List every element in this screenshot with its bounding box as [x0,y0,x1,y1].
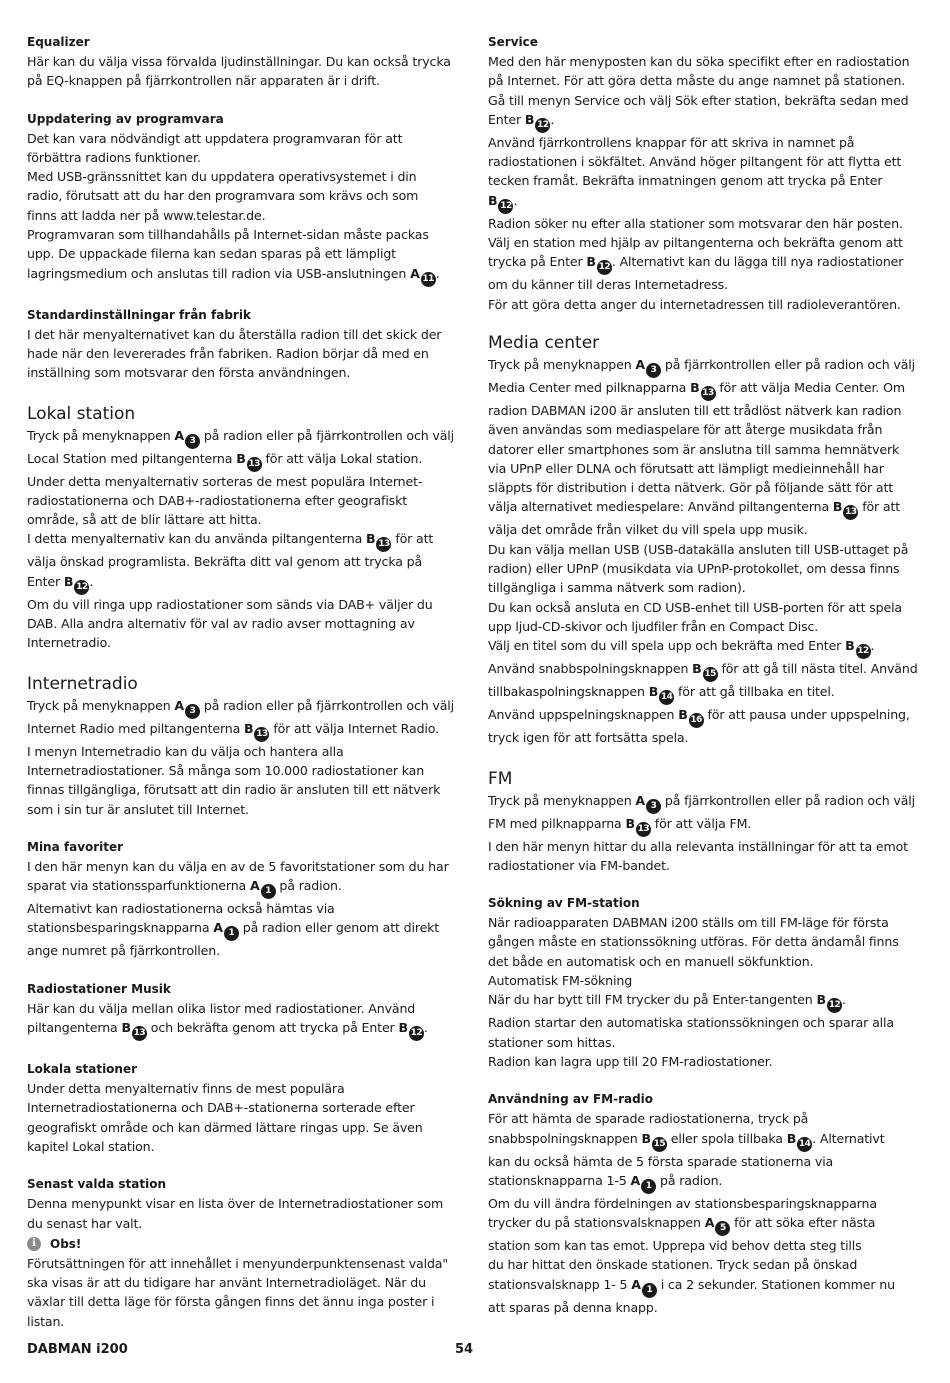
fm-search-line: Radion startar den automatiska stationssökningen och sparar alla [488,1015,894,1031]
update-line [27,264,455,287]
local-line [27,449,455,472]
ref-letter: B [586,254,596,270]
text: för att [391,531,434,547]
media-line [488,705,918,728]
text: på radion eller på fjärrkontrollen och välj [200,697,454,713]
obs-note [27,1235,455,1254]
text: på fjärrkontrollen eller på radion och välj [661,356,915,372]
text: piltangenterna [27,1020,122,1036]
text: på radion eller genom att direkt [238,920,440,936]
text: i ca 2 sekunder. Stationen kommer nu [656,1276,895,1292]
favorites-heading: Mina favoriter [27,839,124,854]
ref-letter: B [398,1020,408,1036]
number-badge: 1 [642,1283,657,1298]
section-fm-search [488,894,918,1071]
service-line: Använd fjärrkontrollens knappar för att skriva in namnet på [488,134,855,150]
favorites-line: ange numret på fjärrkontrollen. [27,943,220,959]
section-fm-use [488,1090,918,1317]
number-badge: 12 [409,1026,424,1041]
ref-letter: A [635,356,646,372]
ref-letter: A [631,1276,641,1292]
text: eller spola tillbaka [666,1130,787,1146]
section-media-center [488,332,918,748]
fm-line [488,791,918,814]
media-line: tryck igen för att fortsätta spela. [488,730,689,746]
favorites-line: Alternativt kan radiostationerna också hämtas via [27,901,335,917]
text: på radion. [656,1172,723,1188]
text: trycker du på stationsvalsknappen [488,1215,705,1231]
local-line: Om du vill ringa upp radiostationer som sänds via DAB+ väljer du [27,596,433,612]
update-heading: Uppdatering av programvara [27,111,224,126]
fm-search-line [488,990,918,1013]
section-local-station [27,403,455,653]
recent-line: du senast har valt. [27,1215,143,1231]
section-favorites [27,838,455,961]
fm-use-line [488,1275,918,1298]
text: för att söka efter nästa [730,1215,876,1231]
local-line: Internetradio. [27,635,111,651]
local-line [27,426,455,449]
music-line [27,1018,455,1041]
ref-letter: B [366,531,376,547]
text: snabbspolningsknappen [488,1130,642,1146]
ref-letter: B [786,1130,797,1146]
text: på radion. [275,878,342,894]
text: tillbakaspolningsknappen [488,684,649,700]
fm-use-line: För att hämta de sparade radiostationerna, tryck på [488,1111,809,1127]
fm-use-line: station som kan tas emot. Upprepa vid behov detta steg tills [488,1238,862,1254]
ref-letter: B [121,1020,131,1036]
ref-letter: A [174,427,185,443]
update-line: Det kan vara nödvändigt att uppdatera programvaran för att [27,130,403,146]
number-badge: 15 [652,1137,667,1152]
media-line: via UPnP eller DLNA och förutsatt att lämpligt medieinnehåll har [488,460,884,476]
ref-letter: A [630,1172,641,1188]
number-badge: 13 [132,1026,147,1041]
ref-letter: B [648,684,659,700]
internet-line: Internetradiostationer. Så många som 10.000 radiostationer kan [27,762,425,778]
footer-product: DABMAN i200 [27,1342,128,1357]
text: välja alternativet mediespelare: Använd piltangenterna [488,499,833,515]
service-line: För att göra detta anger du internetadressen till radioleverantören. [488,296,901,312]
section-internetradio [27,673,455,819]
media-line: välja det område från vilket du vill spela upp musik. [488,522,808,538]
update-line: Med USB-gränssnittet kan du uppdatera operativsystemet i din [27,169,417,185]
service-line: Med den här menyposten kan du söka specifikt efter en radiostation [488,54,910,69]
media-line: tillgängliga i samma nätverk som radion). [488,580,746,596]
fm-use-line: du har hittat den önskade stationen. Tryck sedan på önskad [488,1257,858,1273]
text: Enter [27,573,64,589]
media-line: datorer eller smartphones som är anslutna till samma hemnätverk [488,441,900,457]
text: . Alternativt kan du lägga till nya radiostationer [611,254,904,270]
text: När du har bytt till FM trycker du på Enter-tangenten [488,992,817,1008]
music-heading: Radiostationer Musik [27,981,171,996]
number-badge: 13 [254,727,269,742]
fm-search-line: Radion kan lagra upp till 20 FM-radiostationer. [488,1053,773,1069]
text: lagringsmedium och anslutas till radion via USB-anslutningen [27,265,411,281]
service-line: tecken framåt. Bekräfta inmatningen genom att trycka på Enter [488,173,883,189]
ref-letter: B [845,638,855,654]
text: . [435,265,440,281]
section-local-stations [27,1060,455,1156]
text: trycka på Enter [488,254,587,270]
number-badge: 1 [641,1179,656,1194]
section-recent [27,1175,455,1331]
media-line: radion) eller UPnP (musikdata via UPnP-protokollet, om dessa finns [488,561,900,577]
local-line: område, så att de blir lättare att hitta. [27,512,262,528]
ref-letter: B [816,992,826,1008]
fm-use-line: kan du också hämta de 5 första sparade stationerna via [488,1153,834,1169]
text: för att välja FM. [650,815,752,831]
number-badge: 13 [376,537,391,552]
number-badge: 12 [827,998,842,1013]
number-badge: 3 [185,434,200,449]
text: på radion eller på fjärrkontrollen och välj [200,427,454,443]
factory-line: I det här menyalternativet kan du återställa radion till det skick der [27,326,442,342]
media-center-heading: Media center [488,332,600,353]
number-badge: 12 [856,644,871,659]
text: Använd snabbspolningsknappen [488,661,693,677]
media-line [488,682,918,705]
obs-line: ska visas är att du tidigare har använt Internetradioläget. När du [27,1275,426,1291]
text: för att välja Lokal station. [261,450,423,466]
right-column [488,30,918,1317]
text: Tryck på menyknappen [488,792,636,808]
ref-letter: A [249,878,260,894]
text: sparat via stationssparfunktionerna [27,878,250,894]
fm-use-line: att sparas på denna knapp. [488,1299,658,1315]
media-line [488,636,918,659]
number-badge: 16 [689,713,704,728]
number-badge: 11 [421,272,436,287]
favorites-line [27,876,455,899]
text: . Alternativt [812,1130,885,1146]
ref-letter: B [690,379,700,395]
local-line: välja önskad programlista. Bekräfta ditt val genom att trycka på [27,554,423,570]
service-line: radiostationen i sökfältet. Använd höger piltangent för att flytta ett [488,154,902,170]
number-badge: 14 [797,1137,812,1152]
page-number: 54 [455,1342,474,1357]
factory-heading: Standardinställningar från fabrik [27,307,251,322]
number-badge: 3 [646,799,661,814]
media-line: upp ljud-CD-skivor och ljudfiler från en Compact Disc. [488,618,819,634]
ref-letter: B [625,815,635,831]
text: stationsknapparna 1-5 [488,1172,631,1188]
internet-line: finnas tillgängliga, förutsatt att din radio är ansluten till ett nätverk [27,782,441,798]
fm-heading: FM [488,768,513,789]
text: FM med pilknapparna [488,815,626,831]
text: stationsvalsknapp 1- 5 [488,1276,632,1292]
text: Tryck på menyknappen [27,697,175,713]
fm-line: radiostationer via FM-bandet. [488,857,670,873]
text: Enter [488,111,525,127]
internetradio-heading: Internetradio [27,673,138,694]
section-music [27,980,455,1041]
ref-letter: B [488,192,498,208]
internet-line [27,719,455,742]
equalizer-line: Här kan du välja vissa förvalda ljudinställningar. Du kan också trycka [27,54,451,69]
number-badge: 12 [498,199,513,214]
media-line: även användas som mediaspelare för att återge musikdata från [488,422,883,438]
local-station-heading: Lokal station [27,403,136,424]
text: . [841,992,846,1008]
service-line: Gå till menyn Service och välj Sök efter station, bekräfta sedan med [488,92,909,108]
favorites-line [27,918,455,941]
local-line: DAB. Alla andra alternativ för val av radio avser mottagning av [27,616,415,632]
text: på fjärrkontrollen eller på radion och välj [661,792,915,808]
ref-letter: B [641,1130,651,1146]
number-badge: 13 [247,457,262,472]
internet-line: som i sin tur är anslutet till Internet. [27,801,249,817]
ref-letter: B [692,661,702,677]
fm-search-line: gången måste en stationssökning utföras. För detta ändamål finns [488,934,899,950]
local-stations-line: geografiskt område och kan därmed lättare ringas upp. Se även [27,1119,423,1135]
text: Använd uppspelningsknappen [488,707,679,723]
media-line: Du kan också ansluta en CD USB-enhet till USB-porten för att spela [488,599,903,615]
equalizer-heading: Equalizer [27,35,90,49]
text: Local Station med piltangenterna [27,450,237,466]
text: Internet Radio med piltangenterna [27,720,245,736]
text: för att välja Internet Radio. [269,720,439,736]
number-badge: 12 [597,260,612,275]
media-line [488,659,918,682]
obs-label: Obs! [50,1236,82,1251]
number-badge: 12 [74,580,89,595]
factory-line: hade när den levererades från fabriken. Radion börjar då med en [27,345,429,361]
service-line: Radion söker nu efter alla stationer som motsvarar den här posten. [488,215,903,231]
ref-letter: A [213,920,223,936]
internet-line: I menyn Internetradio kan du välja och hantera alla [27,743,344,759]
text: Tryck på menyknappen [27,427,175,443]
number-badge: 5 [715,1221,730,1236]
text: för att välja Media Center. Om [715,379,905,395]
section-fm [488,768,918,876]
ref-letter: B [236,450,246,466]
update-line: Programvaran som tillhandahålls på Internet-sidan måste packas [27,227,429,243]
local-stations-line: kapitel Lokal station. [27,1138,155,1154]
local-line [27,529,455,552]
text: Tryck på menyknappen [488,356,636,372]
favorites-line: I den här menyn kan du välja en av de 5 favoritstationer som du har [27,858,449,874]
fm-search-line: stationer som hittas. [488,1034,616,1050]
equalizer-line: på EQ-knappen på fjärrkontrollen när apparaten är i drift. [27,73,380,89]
text: I detta menyalternativ kan du använda piltangenterna [27,531,367,547]
text: Media Center med pilknapparna [488,379,691,395]
text: . [423,1020,428,1036]
fm-search-line: När radioapparaten DABMAN i200 ställs om till FM-läge för första [488,915,889,931]
number-badge: 12 [535,118,550,133]
obs-line: Förutsättningen för att innehållet i menyunderpunktensenast valda" [27,1255,448,1271]
number-badge: 13 [701,386,716,401]
text: för att [858,499,901,515]
number-badge: 1 [224,926,239,941]
ref-letter: B [524,111,535,127]
media-line [488,355,918,378]
update-line: finns att ladda ner på www.telestar.de. [27,207,266,223]
service-line: Välj en station med hjälp av piltangenterna och bekräfta genom att [488,235,903,251]
recent-line: Denna menypunkt visar en lista över de Internetradiostationer som [27,1196,444,1212]
factory-line: inställning som motsvarar den första användningen. [27,365,351,381]
text: för att pausa under uppspelning, [703,707,910,723]
section-factory [27,306,455,383]
number-badge: 13 [636,822,651,837]
local-stations-heading: Lokala stationer [27,1062,138,1077]
text: för att gå till nästa titel. Använd [717,661,918,677]
text: . [550,111,555,127]
fm-use-line [488,1213,918,1236]
fm-use-heading: Användning av FM-radio [488,1092,654,1107]
obs-line: listan. [27,1313,65,1329]
service-line [488,252,918,275]
fm-use-line [488,1171,918,1194]
number-badge: 15 [703,667,718,682]
section-update [27,110,455,287]
local-stations-line: Internetradiostationerna och DAB+-stationerna sorterade efter [27,1100,415,1116]
ref-letter: A [410,265,420,281]
fm-line [488,814,918,837]
recent-heading: Senast valda station [27,1177,166,1192]
local-line: radiostationerna och DAB+-radiostationerna efter geografiskt [27,492,408,508]
media-line [488,497,918,520]
media-line: radion DABMAN i200 är ansluten till ett trådlöst nätverk kan radion [488,402,902,418]
text: och bekräfta genom att trycka på Enter [146,1020,399,1036]
ref-letter: A [704,1215,715,1231]
service-line [488,110,918,133]
text: . [89,573,94,589]
ref-letter: B [832,499,843,515]
internet-line [27,696,455,719]
section-equalizer [27,33,455,91]
info-icon: i [27,1237,41,1251]
local-line: Under detta menyalternativ sorteras de mest populära Internet- [27,473,423,489]
service-line: på Internet. För att göra detta måste du ange namnet på stationen. [488,73,906,89]
ref-letter: B [63,573,74,589]
update-line: radio, förutsatt att du har den programvara som krävs och som [27,188,419,204]
service-line [488,191,918,214]
ref-letter: B [244,720,254,736]
fm-search-heading: Sökning av FM-station [488,896,640,911]
fm-use-line [488,1129,918,1152]
number-badge: 1 [261,884,276,899]
fm-use-line: Om du vill ändra fördelningen av stationsbesparingsknapparna [488,1195,877,1211]
text: . [513,192,518,208]
ref-letter: A [174,697,185,713]
number-badge: 3 [185,704,200,719]
media-line [488,378,918,401]
music-line: Här kan du välja mellan olika listor med radiostationer. Använd [27,1000,416,1016]
media-line: Du kan välja mellan USB (USB-datakälla ansluten till USB-uttaget på [488,541,909,557]
update-line: upp. De uppackade filerna kan sedan sparas på ett lämpligt [27,246,396,262]
text: för att gå tillbaka en titel. [674,684,835,700]
text: Välj en titel som du vill spela upp och bekräfta med Enter [488,638,846,654]
number-badge: 3 [646,363,661,378]
left-column [27,30,455,1331]
local-stations-line: Under detta menyalternativ finns de mest populära [27,1081,345,1097]
service-line: om du känner till deras Internetadress. [488,277,728,293]
media-line: släppts för distribution i detta nätverk. Gör på följande sätt för att [488,480,894,496]
text: . [870,638,875,654]
update-line: förbättra radions funktioner. [27,149,201,165]
local-line [27,572,455,595]
number-badge: 13 [843,505,858,520]
ref-letter: A [635,792,646,808]
service-heading: Service [488,35,538,49]
obs-line: växlar till detta läge för första gången finns det ännu inga poster i [27,1294,435,1310]
number-badge: 14 [659,690,674,705]
fm-line: I den här menyn hittar du alla relevanta inställningar för att ta emot [488,838,908,854]
text: stationsbesparingsknapparna [27,920,214,936]
fm-search-line: det både en automatisk och en manuell sökfunktion. [488,953,814,969]
ref-letter: B [678,707,688,723]
fm-search-line: Automatisk FM-sökning [488,973,633,989]
section-service [488,33,918,314]
